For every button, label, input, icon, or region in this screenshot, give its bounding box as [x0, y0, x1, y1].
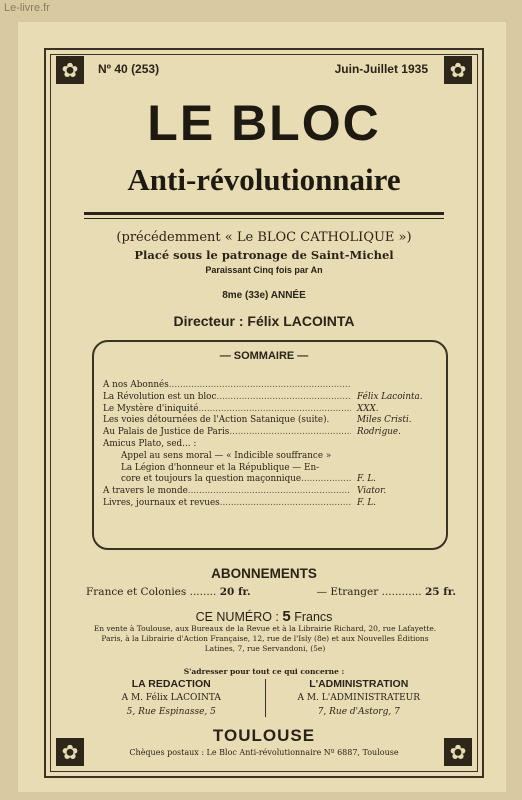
toc-leader-dots [188, 486, 351, 498]
ornament-bottom-right-icon: ✿ [444, 738, 472, 766]
abonnements-heading: ABONNEMENTS [211, 566, 317, 581]
former-title: (précédemment « Le BLOC CATHOLIQUE ») [116, 230, 412, 245]
toc-entry-author [351, 463, 439, 475]
toc-entry [103, 380, 439, 392]
patronage: Placé sous le patronage de Saint-Michel [134, 248, 394, 262]
toc-entry [103, 415, 439, 427]
ornament-top-right-icon: ✿ [444, 56, 472, 84]
toc-entry-title: Les voies détournées de l'Action Satanique (suite). [103, 415, 330, 426]
toc-entry-title: La Légion d'honneur et la République — En- [121, 462, 320, 473]
redaction-column [82, 677, 261, 719]
toc-leader-dots [229, 427, 351, 439]
city: TOULOUSE [212, 726, 316, 745]
postal-cheques: Chèques postaux : Le Bloc Anti-révolutionnaire Nº 6887, Toulouse [129, 748, 399, 757]
toc-leader-dots [169, 380, 351, 392]
administration-address: 7, Rue d'Astorg, 7 [317, 707, 400, 717]
etranger-price-line: — Etranger ............ 25 fr. [316, 586, 456, 598]
toc-entry [103, 486, 439, 498]
toc-entry-author [351, 439, 439, 451]
toc-entry-title: A nos Abonnés [103, 380, 169, 390]
toc-entry-author: Miles Cristi. [357, 415, 412, 426]
issue-price-value: 5 [282, 608, 291, 625]
administration-recipient: A M. L'ADMINISTRATEUR [297, 693, 421, 703]
toc-leader-dots [196, 439, 351, 451]
ornament-bottom-left-icon: ✿ [56, 738, 84, 766]
toc-entry-title: Le Mystère d'iniquité [103, 403, 199, 414]
toc-entry-author: F. L. [357, 497, 376, 508]
toc-entry-title: Livres, journaux et revues [103, 497, 220, 508]
toc-entry [103, 392, 439, 404]
sales-points: En vente à Toulouse, aux Bureaux de la Revue et à la Librairie Richard, 20, rue Lafayette. Paris, à la Librairie d'Action Française, 12, rue de l'Isly (8e) et aux Nouvelles Éditions Latines, 7, rue Servandoni, (5e) [93, 624, 437, 653]
masthead-title: LE BLOC [147, 95, 381, 151]
toc-entry [103, 427, 439, 439]
administration-heading: L'ADMINISTRATION [309, 678, 409, 690]
toc-entry-title: Au Palais de Justice de Paris [103, 427, 230, 438]
toc-entry [103, 404, 439, 416]
table-of-contents [103, 380, 439, 510]
toc-entry-author: Rodrigue. [357, 427, 401, 438]
france-label: France et Colonies [86, 586, 187, 598]
toc-entry [103, 474, 439, 486]
toc-entry [103, 498, 439, 510]
toc-leader-dots [331, 451, 351, 463]
toc-entry [103, 463, 439, 475]
director: Directeur : Félix LACOINTA [173, 313, 355, 329]
toc-entry-title: core et toujours la question maçonnique [121, 474, 302, 485]
toc-leader-dots [198, 404, 351, 416]
etranger-label: — Etranger [316, 586, 379, 598]
masthead-subtitle: Anti-révolutionnaire [127, 162, 401, 197]
administration-column [270, 677, 449, 719]
divider-thin [84, 218, 444, 219]
toc-leader-dots [319, 463, 351, 475]
contact-columns [82, 677, 448, 719]
toc-entry-author: XXX. [357, 403, 379, 414]
toc-entry-author: Félix Lacointa. [357, 391, 423, 402]
issue-number: Nº 40 (253) [98, 62, 160, 76]
toc-entry-title: Appel au sens moral — « Indicible souffrance » [121, 450, 332, 461]
toc-leader-dots [220, 498, 351, 510]
redaction-address: 5, Rue Espinasse, 5 [126, 707, 216, 717]
toc-entry-title: La Révolution est un bloc [103, 391, 217, 402]
toc-entry-author [351, 451, 439, 463]
toc-entry [103, 451, 439, 463]
ornament-top-left-icon: ✿ [56, 56, 84, 84]
redaction-recipient: A M. Félix LACOINTA [121, 693, 221, 703]
sommaire-heading: — SOMMAIRE — [219, 350, 309, 362]
toc-leader-dots [329, 415, 351, 427]
column-divider [265, 679, 266, 717]
etranger-price: 25 fr. [424, 586, 456, 598]
redaction-heading: LA REDACTION [131, 678, 211, 690]
toc-entry-title: A travers le monde [103, 486, 188, 497]
toc-entry-author [351, 380, 439, 392]
watermark: Le-livre.fr [4, 2, 50, 14]
toc-entry-author: Viator. [357, 486, 387, 497]
issue-price-unit: Francs [294, 610, 333, 624]
toc-leader-dots [216, 392, 351, 404]
france-price-line: France et Colonies ........ 20 fr. [86, 586, 251, 598]
toc-entry [103, 439, 439, 451]
toc-leader-dots [301, 474, 351, 486]
france-price: 20 fr. [219, 586, 251, 598]
toc-entry-title: Amicus Plato, sed... : [103, 438, 197, 449]
year: 8me (33e) ANNÉE [222, 290, 306, 301]
frequency: Paraissant Cinq fois par An [205, 265, 323, 275]
issue-date: Juin-Juillet 1935 [334, 62, 428, 76]
toc-entry-author: F. L. [357, 474, 376, 485]
subscription-prices [86, 586, 456, 598]
divider-thick [84, 212, 444, 215]
issue-price [50, 608, 478, 625]
issue-price-label: CE NUMÉRO : [195, 610, 279, 624]
contact-intro: S'adresser pour tout ce qui concerne : [183, 667, 345, 676]
